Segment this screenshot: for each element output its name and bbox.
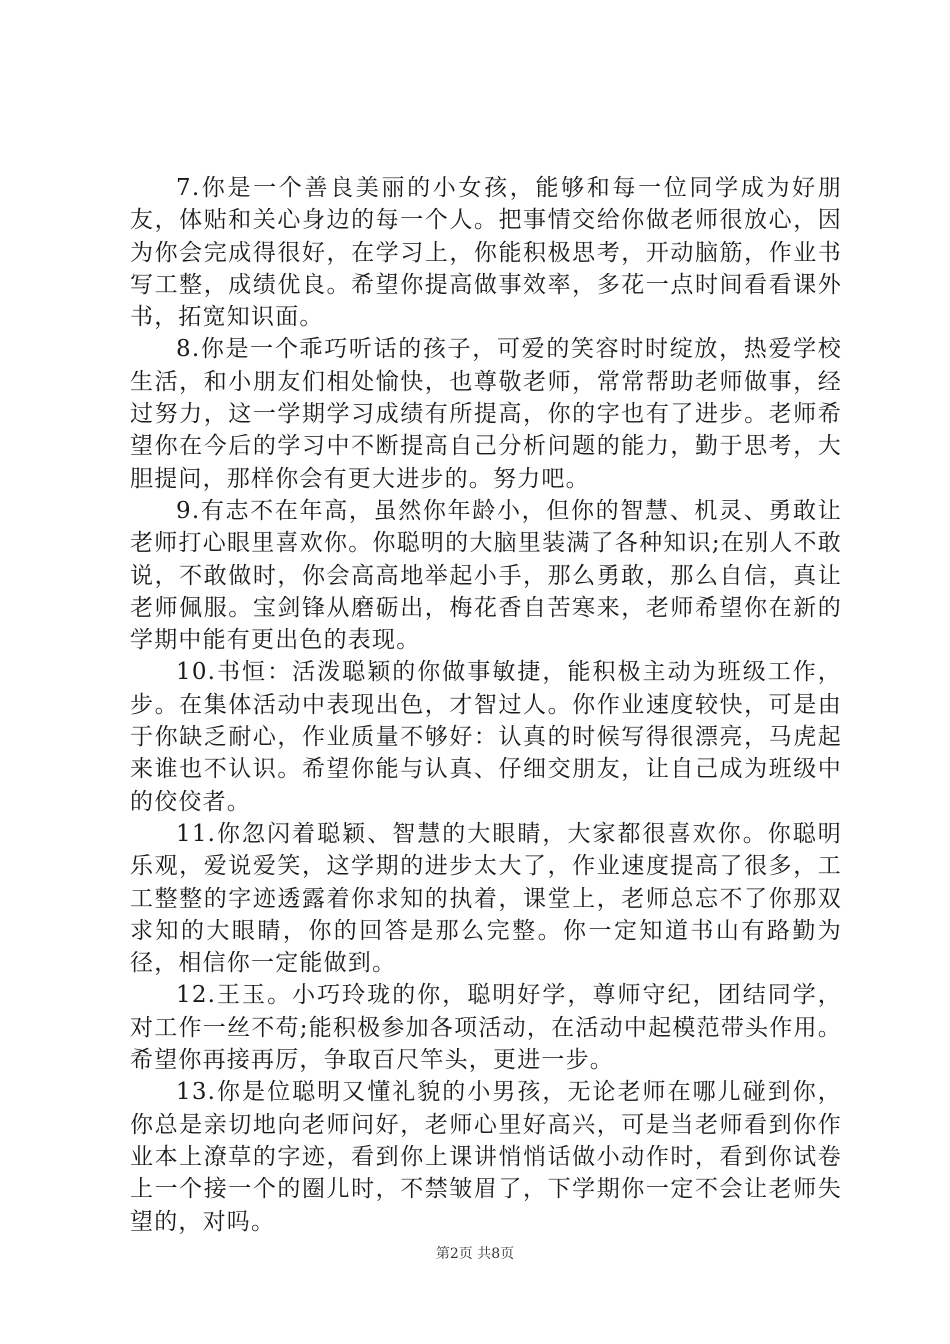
paragraph-10: 10.书恒：活泼聪颖的你做事敏捷，能积极主动为班级工作，步。在集体活动中表现出色，才智过人。你作业速度较快，可是由于你缺乏耐心，作业质量不够好：认真的时候写得很漂亮，马虎起来谁也不认识。希望你能与认真、仔细交朋友，让自己成为班级中的佼佼者。	[130, 659, 842, 815]
document-body	[130, 172, 842, 1238]
paragraph-9: 9.有志不在年高，虽然你年龄小，但你的智慧、机灵、勇敢让老师打心眼里喜欢你。你聪明的大脑里装满了各种知识;在别人不敢说，不敢做时，你会高高地举起小手，那么勇敢，那么自信，真让老师佩服。宝剑锋从磨砺出，梅花香自苦寒来，老师希望你在新的学期中能有更出色的表现。	[130, 497, 842, 654]
paragraph-8: 8.你是一个乖巧听话的孩子，可爱的笑容时时绽放，热爱学校生活，和小朋友们相处愉快，也尊敬老师，常常帮助老师做事，经过努力，这一学期学习成绩有所提高，你的字也有了进步。老师希望你在今后的学习中不断提高自己分析问题的能力，勤于思考，大胆提问，那样你会有更大进步的。努力吧。	[130, 336, 842, 492]
paragraph-12: 12.王玉。小巧玲珑的你，聪明好学，尊师守纪，团结同学，对工作一丝不苟;能积极参加各项活动，在活动中起模范带头作用。希望你再接再厉，争取百尺竿头，更进一步。	[130, 982, 842, 1074]
paragraph-13: 13.你是位聪明又懂礼貌的小男孩，无论老师在哪儿碰到你，你总是亲切地向老师问好，老师心里好高兴，可是当老师看到你作业本上潦草的字迹，看到你上课讲悄悄话做小动作时，看到你试卷上一个接一个的圈儿时，不禁皱眉了，下学期你一定不会让老师失望的，对吗。	[130, 1079, 842, 1235]
paragraph-11: 11.你忽闪着聪颖、智慧的大眼睛，大家都很喜欢你。你聪明乐观，爱说爱笑，这学期的进步太大了，作业速度提高了很多，工工整整的字迹透露着你求知的执着，课堂上，老师总忘不了你那双求知的大眼睛，你的回答是那么完整。你一定知道书山有路勤为径，相信你一定能做到。	[130, 820, 842, 977]
paragraph-7: 7.你是一个善良美丽的小女孩，能够和每一位同学成为好朋友，体贴和关心身边的每一个人。把事情交给你做老师很放心，因为你会完成得很好，在学习上，你能积极思考，开动脑筋，作业书写工整，成绩优良。希望你提高做事效率，多花一点时间看看课外书，拓宽知识面。	[130, 175, 842, 331]
page-footer: 第2页 共8页	[435, 1246, 515, 1262]
